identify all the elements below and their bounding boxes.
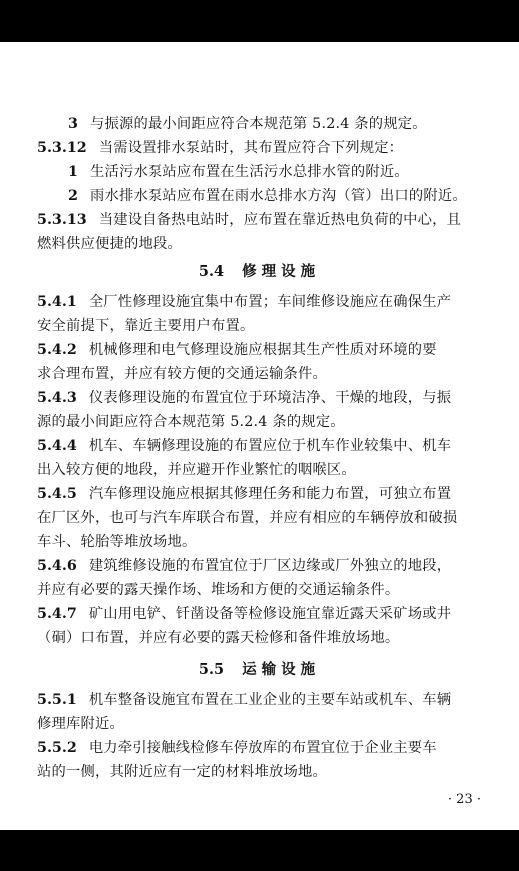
clause-continuation: 车斗、轮胎等堆放场地。 xyxy=(37,534,197,550)
clause-text: 当需设置排水泵站时，其布置应符合下列规定： xyxy=(98,140,404,156)
page-number: · 23 · xyxy=(447,792,481,807)
clause-text: 全厂性修理设施宜集中布置；车间维修设施应在确保生产 xyxy=(88,294,452,310)
clause-number: 5.4.3 xyxy=(37,390,77,406)
item-3 xyxy=(68,114,427,134)
clause-number: 5.4.7 xyxy=(37,606,77,622)
item-text: 与振源的最小间距应符合本规范第 5.2.4 条的规定。 xyxy=(89,116,427,132)
clause-continuation: （硐）口布置，并应有必要的露天检修和备件堆放场地。 xyxy=(37,630,400,646)
clause-number: 5.3.13 xyxy=(37,212,87,228)
clause-text: 机械修理和电气修理设施应根据其生产性质对环境的要 xyxy=(88,342,437,358)
clause-text: 机车、车辆修理设施的布置应位于机车作业较集中、机车 xyxy=(88,438,452,454)
scan-border-top xyxy=(0,0,519,42)
section-heading-5-5 xyxy=(0,660,519,680)
clause-continuation: 站的一侧，其附近应有一定的材料堆放场地。 xyxy=(37,764,327,780)
item-number: 1 xyxy=(68,164,78,180)
item-number: 3 xyxy=(68,116,78,132)
clause-number: 5.4.2 xyxy=(37,342,77,358)
clause-5-4-3 xyxy=(37,388,451,408)
item-number: 2 xyxy=(68,188,78,204)
clause-text: 仪表修理设施的布置宜位于环境洁净、干燥的地段，与振 xyxy=(88,390,452,406)
clause-continuation: 在厂区外，也可与汽车库联合布置，并应有相应的车辆停放和破损 xyxy=(37,510,458,526)
clause-number: 5.4.5 xyxy=(37,486,77,502)
clause-5-4-6 xyxy=(37,556,451,576)
clause-continuation: 并应有必要的露天操作场、堆场和方便的交通运输条件。 xyxy=(37,582,400,598)
section-title: 修理设施 xyxy=(242,263,321,280)
clause-continuation: 燃料供应便捷的地段。 xyxy=(37,236,182,252)
clause-5-4-7 xyxy=(37,604,451,624)
clause-text: 矿山用电铲、钎凿设备等检修设施宜靠近露天采矿场或井 xyxy=(88,606,452,622)
item-text: 雨水排水泵站应布置在雨水总排水方沟（管）出口的附近。 xyxy=(89,188,467,204)
clause-number: 5.4.6 xyxy=(37,558,77,574)
clause-number: 5.4.4 xyxy=(37,438,77,454)
item-text: 生活污水泵站应布置在生活污水总排水管的附近。 xyxy=(89,164,409,180)
clause-5-4-1 xyxy=(37,292,451,312)
clause-number: 5.5.1 xyxy=(37,692,77,708)
clause-continuation: 出入较方便的地段，并应避开作业繁忙的咽喉区。 xyxy=(37,462,356,478)
clause-number: 5.4.1 xyxy=(37,294,77,310)
section-number: 5.4 xyxy=(198,263,225,280)
clause-text: 汽车修理设施应根据其修理任务和能力布置，可独立布置 xyxy=(88,486,452,502)
clause-continuation: 源的最小间距应符合本规范第 5.2.4 条的规定。 xyxy=(37,414,345,430)
clause-continuation: 安全前提下，靠近主要用户布置。 xyxy=(37,318,255,334)
section-title: 运输设施 xyxy=(242,661,321,678)
clause-number: 5.5.2 xyxy=(37,740,77,756)
scan-border-bottom xyxy=(0,830,519,871)
clause-5-5-1 xyxy=(37,690,451,710)
clause-continuation: 求合理布置，并应有较方便的交通运输条件。 xyxy=(37,366,327,382)
clause-5-4-2 xyxy=(37,340,437,360)
clause-5-5-2 xyxy=(37,738,437,758)
item-1 xyxy=(68,162,409,182)
clause-5-3-13 xyxy=(37,210,461,230)
section-heading-5-4 xyxy=(0,262,519,282)
clause-5-4-5 xyxy=(37,484,451,504)
clause-text: 建筑维修设施的布置宜位于厂区边缘或厂外独立的地段， xyxy=(88,558,452,574)
clause-continuation: 修理库附近。 xyxy=(37,716,124,732)
section-number: 5.5 xyxy=(198,661,225,678)
clause-text: 电力牵引接触线检修车停放库的布置宜位于企业主要车 xyxy=(88,740,437,756)
clause-text: 当建设自备热电站时，应布置在靠近热电负荷的中心，且 xyxy=(98,212,462,228)
clause-text: 机车整备设施宜布置在工业企业的主要车站或机车、车辆 xyxy=(88,692,452,708)
item-2 xyxy=(68,186,467,206)
clause-number: 5.3.12 xyxy=(37,140,87,156)
clause-5-3-12 xyxy=(37,138,403,158)
clause-5-4-4 xyxy=(37,436,451,456)
